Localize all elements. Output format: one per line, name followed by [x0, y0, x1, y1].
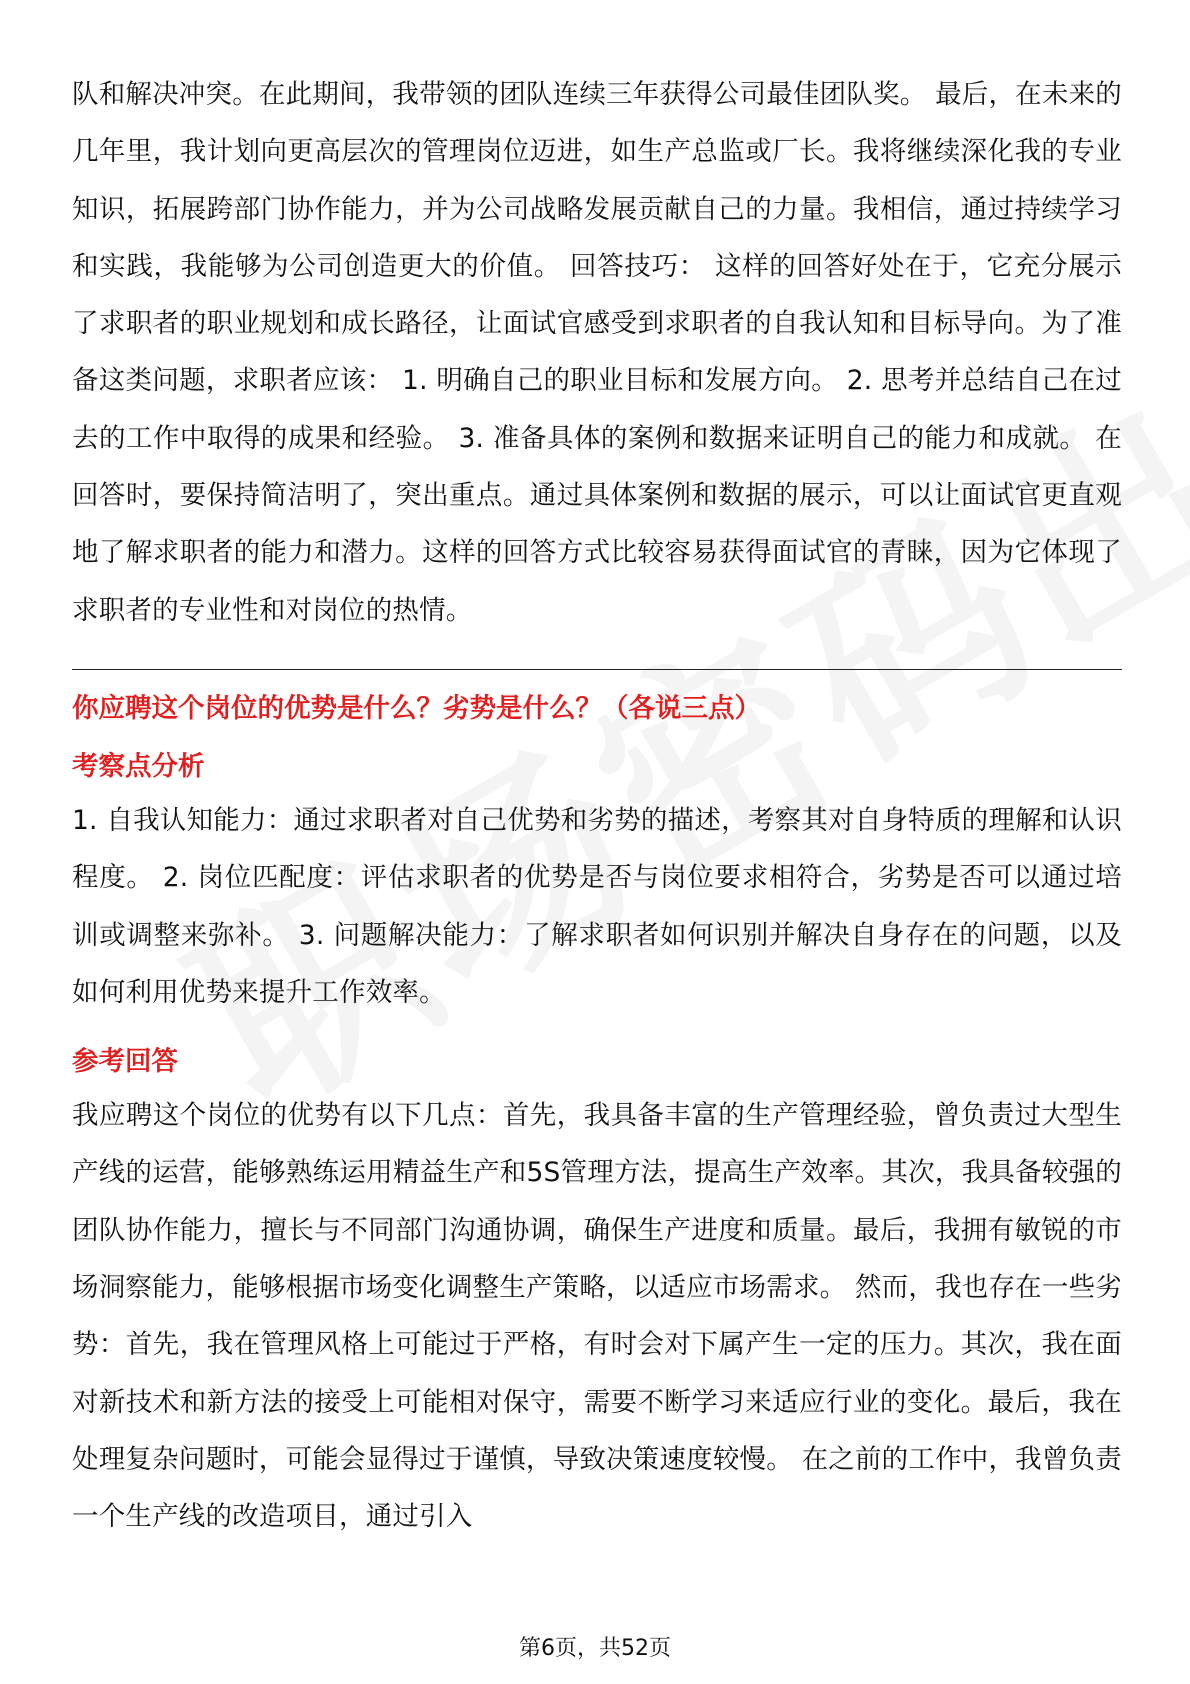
analysis-heading: 考察点分析	[72, 750, 205, 782]
analysis-paragraph: 1. 自我认知能力：通过求职者对自己优势和劣势的描述，考察其对自身特质的理解和认识程度。 2. 岗位匹配度：评估求职者的优势是否与岗位要求相符合，劣势是否可以通过培训或调整来弥补。 3. 问题解决能力：了解求职者如何识别并解决自身存在的问题，以及如何利用优势来提升工作效率。	[72, 804, 1122, 1008]
page-number: 第6页，共52页	[519, 1636, 671, 1661]
intro-paragraph: 队和解决冲突。在此期间，我带领的团队连续三年获得公司最佳团队奖。 最后，在未来的几年里，我计划向更高层次的管理岗位迈进，如生产总监或厂长。我将继续深化我的专业知识，拓展跨部门协作能力，并为公司战略发展贡献自己的力量。我相信，通过持续学习和实践，我能够为公司创造更大的价值。 回答技巧： 这样的回答好处在于，它充分展示了求职者的职业规划和成长路径，让面试官感受到求职者的自我认知和目标导向。为了准备这类问题，求职者应该： 1. 明确自己的职业目标和发展方向。 2. 思考并总结自己在过去的工作中取得的成果和经验。 3. 准备具体的案例和数据来证明自己的能力和成就。 在回答时，要保持简洁明了，突出重点。通过具体案例和数据的展示，可以让面试官更直观地了解求职者的能力和潜力。这样的回答方式比较容易获得面试官的青睐，因为它体现了求职者的专业性和对岗位的热情。	[72, 79, 1122, 626]
question-title: 你应聘这个岗位的优势是什么？劣势是什么？（各说三点）	[72, 692, 761, 724]
section-divider	[72, 669, 1122, 670]
answer-paragraph: 我应聘这个岗位的优势有以下几点：首先，我具备丰富的生产管理经验，曾负责过大型生产线的运营，能够熟练运用精益生产和5S管理方法，提高生产效率。其次，我具备较强的团队协作能力，擅长与不同部门沟通协调，确保生产进度和质量。最后，我拥有敏锐的市场洞察能力，能够根据市场变化调整生产策略，以适应市场需求。 然而，我也存在一些劣势：首先，我在管理风格上可能过于严格，有时会对下属产生一定的压力。其次，我在面对新技术和新方法的接受上可能相对保守，需要不断学习来适应行业的变化。最后，我在处理复杂问题时，可能会显得过于谨慎，导致决策速度较慢。 在之前的工作中，我曾负责一个生产线的改造项目，通过引入	[72, 1100, 1122, 1533]
page-content	[72, 66, 1122, 1546]
answer-heading: 参考回答	[72, 1046, 178, 1078]
